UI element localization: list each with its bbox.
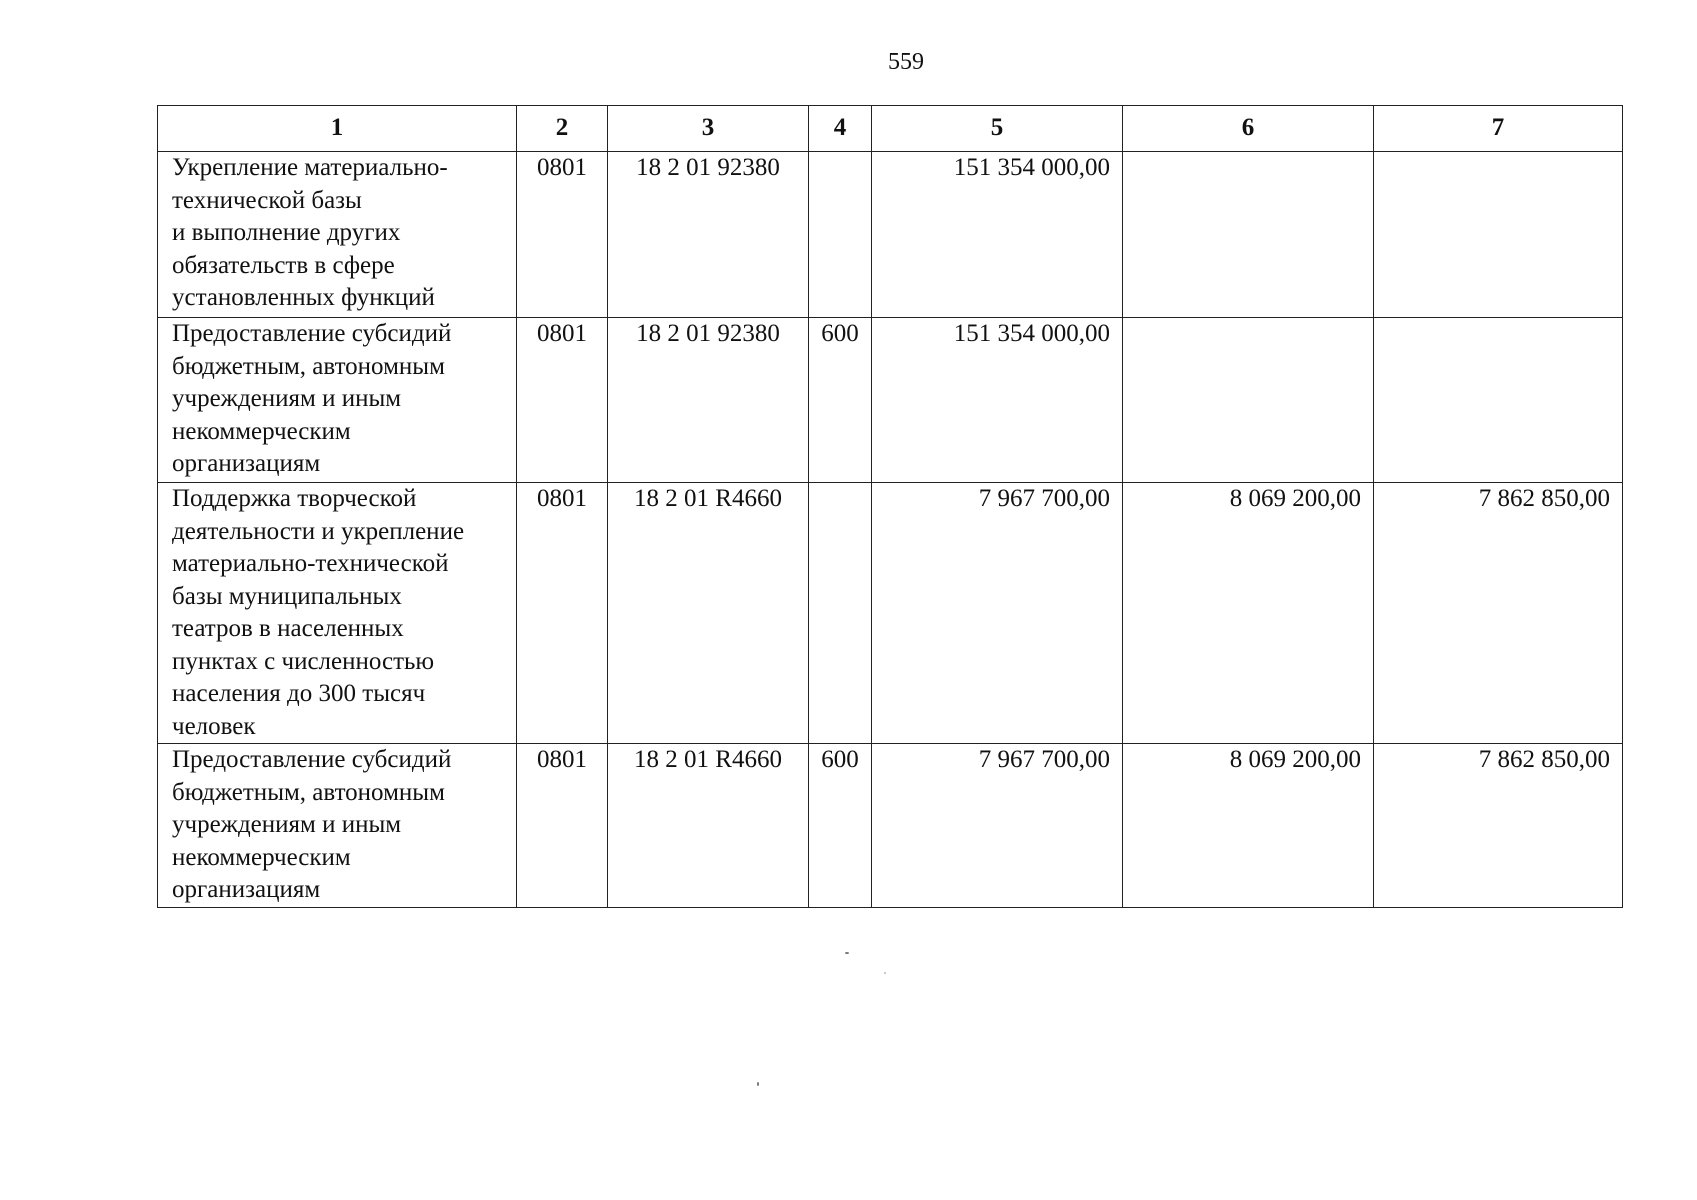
table-row <box>158 483 1623 744</box>
row-amount-1: 151 354 000,00 <box>872 152 1123 318</box>
scan-speck <box>884 972 886 974</box>
scan-speck <box>845 952 849 954</box>
row-target: 18 2 01 R4660 <box>608 744 809 908</box>
table-row <box>158 744 1623 908</box>
table-row <box>158 152 1623 318</box>
row-amount-3 <box>1374 152 1623 318</box>
row-target: 18 2 01 R4660 <box>608 483 809 744</box>
row-name: Предоставление субсидий бюджетным, автономным учреждениям и иным некоммерческим организациям <box>158 318 517 483</box>
row-expense-type <box>809 152 872 318</box>
row-amount-1: 7 967 700,00 <box>872 744 1123 908</box>
row-section: 0801 <box>517 744 608 908</box>
scan-speck <box>757 1082 759 1086</box>
row-section: 0801 <box>517 483 608 744</box>
header-row <box>158 106 1623 152</box>
row-name: Поддержка творческой деятельности и укрепление материально-технической базы муниципальных театров в населенных пунктах с численностью населения до 300 тысяч человек <box>158 483 517 744</box>
row-name: Укрепление материально- технической базы и выполнение других обязательств в сфере установленных функций <box>158 152 517 318</box>
header-col-4: 4 <box>809 106 872 152</box>
row-target: 18 2 01 92380 <box>608 318 809 483</box>
table-row <box>158 318 1623 483</box>
header-col-6: 6 <box>1123 106 1374 152</box>
row-expense-type <box>809 483 872 744</box>
row-amount-1: 151 354 000,00 <box>872 318 1123 483</box>
row-amount-2 <box>1123 152 1374 318</box>
budget-table <box>157 105 1623 908</box>
row-amount-2: 8 069 200,00 <box>1123 483 1374 744</box>
row-target: 18 2 01 92380 <box>608 152 809 318</box>
header-col-2: 2 <box>517 106 608 152</box>
row-expense-type: 600 <box>809 318 872 483</box>
row-amount-3 <box>1374 318 1623 483</box>
header-col-1: 1 <box>158 106 517 152</box>
row-amount-3: 7 862 850,00 <box>1374 483 1623 744</box>
row-amount-2 <box>1123 318 1374 483</box>
header-col-3: 3 <box>608 106 809 152</box>
row-amount-3: 7 862 850,00 <box>1374 744 1623 908</box>
page-number: 559 <box>888 49 924 75</box>
header-col-5: 5 <box>872 106 1123 152</box>
header-col-7: 7 <box>1374 106 1623 152</box>
row-name: Предоставление субсидий бюджетным, автономным учреждениям и иным некоммерческим организациям <box>158 744 517 908</box>
row-amount-2: 8 069 200,00 <box>1123 744 1374 908</box>
row-amount-1: 7 967 700,00 <box>872 483 1123 744</box>
row-section: 0801 <box>517 152 608 318</box>
row-expense-type: 600 <box>809 744 872 908</box>
row-section: 0801 <box>517 318 608 483</box>
